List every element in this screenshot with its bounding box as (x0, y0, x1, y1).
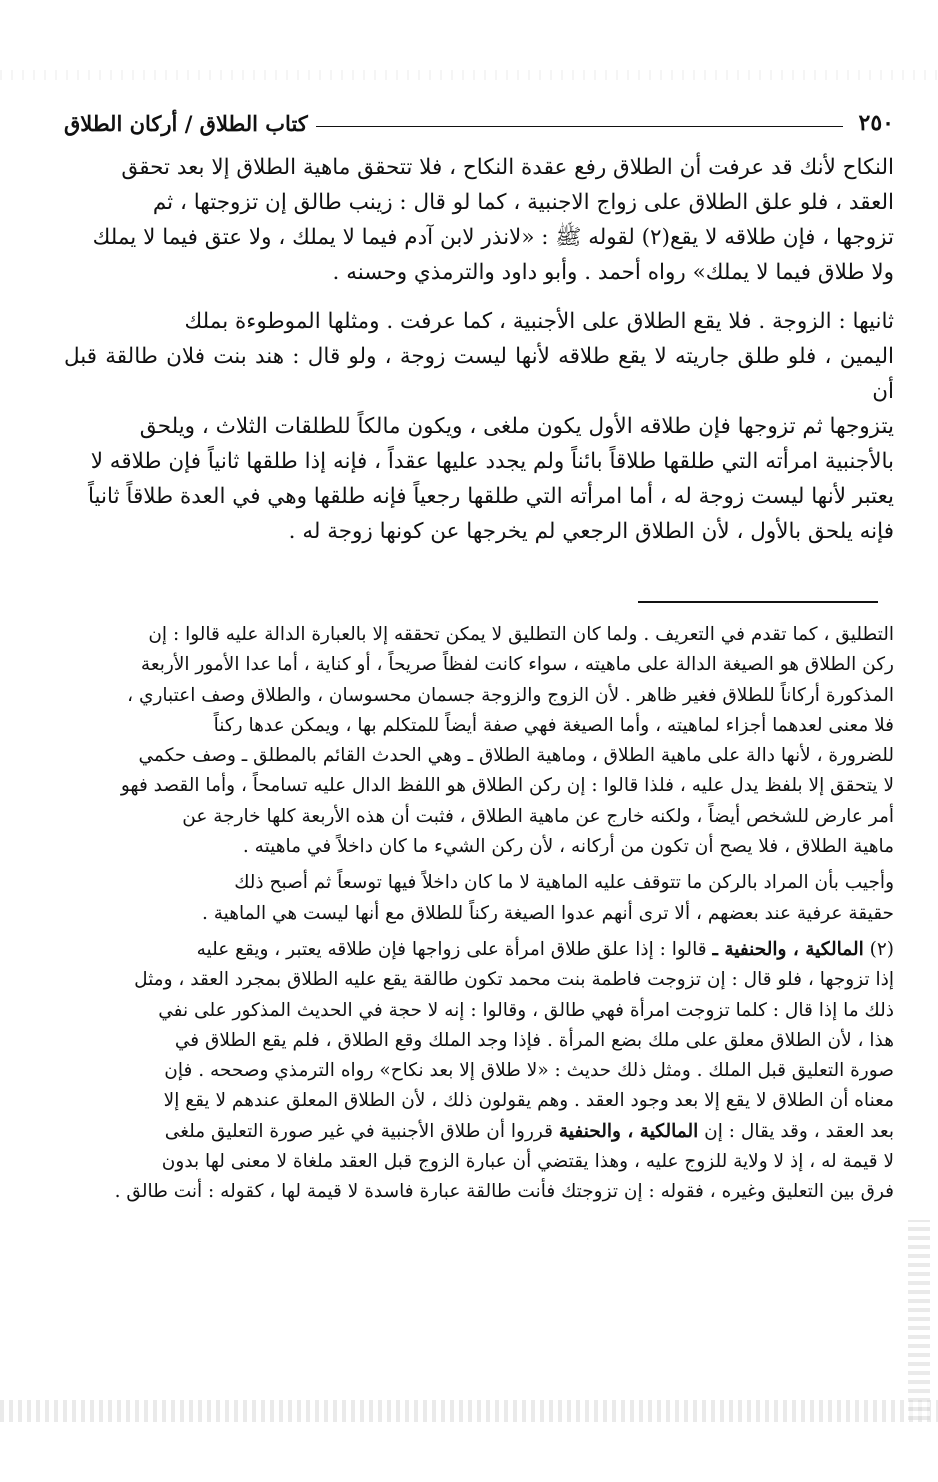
footnote-line: وأجيب بأن المراد بالركن ما تتوقف عليه الماهية لا ما كان داخلاً فيها توسعاً ثم أصبح ذلك (234, 872, 894, 894)
footnote-line: ماهية الطلاق ، فلا يصح أن تكون من أركانه ، لأن ركن الشيء ما كان داخلاً في ماهيته . (242, 836, 894, 858)
footnote-line: التطليق ، كما تقدم في التعريف . ولما كان التطليق لا يمكن تحققه إلا بالعبارة الدالة عليه قالوا : إن (148, 624, 894, 645)
scan-noise (0, 70, 938, 80)
running-title: كتاب الطلاق / أركان الطلاق (64, 111, 308, 136)
footnote-line (64, 935, 894, 965)
footnote-line: لا يتحقق إلا بلفظ يدل عليه ، فلذا قالوا : إن ركن الطلاق هو اللفظ الدال عليه تسامحاً ، وأما القصد فهو (120, 775, 894, 797)
main-line: اليمين ، فلو طلق جاريته لا يقع طلاقه لأنها ليست زوجة ، ولو قال : هند بنت فلان طالقة قبل أن (64, 344, 894, 404)
footnote-text: بعد العقد ، وقد يقال : إن (704, 1120, 894, 1142)
footnote-text: قرروا أن طلاق الأجنبية في غير صورة التعليق ملغى (164, 1120, 553, 1142)
footnote-line: للضرورة ، لأنها دالة على ماهية الطلاق ، وماهية الطلاق ـ وهي الحدث القائم بالمطلق ـ وصف حكمي (138, 745, 894, 767)
main-line: يعتبر لأنها ليست زوجة له ، أما امرأته التي طلقها رجعياً فإنه طلقها وهي في العدة طلاقاً ثانياً (88, 484, 894, 509)
footnote-line: أمر عارض للشخص أيضاً ، ولكنه خارج عن ماهية الطلاق ، فثبت أن هذه الأربعة كلها خارجة عن (182, 805, 894, 827)
main-line: النكاح لأنك قد عرفت أن الطلاق رفع عقدة النكاح ، فلا تتحقق ماهية الطلاق إلا بعد تحقق (121, 155, 894, 180)
footnote-number: (٢) (869, 938, 894, 960)
footnote-line: صورة التعليق قبل الملك . ومثل ذلك حديث : «لا طلاق إلا بعد نكاح» رواه الترمذي وصححه . فإن (164, 1060, 894, 1082)
main-text (64, 150, 894, 549)
footnotes (64, 620, 894, 1208)
main-line: تزوجها ، فإن طلاقه لا يقع(٢) لقوله ﷺ : «لانذر لابن آدم فيما لا يملك ، ولا عتق فيما لا يملك (92, 225, 894, 250)
main-line: ولا طلاق فيما لا يملك» رواه أحمد . وأبو داود والترمذي وحسنه . (332, 260, 894, 285)
main-line: العقد ، فلو علق الطلاق على زواج الاجنبية ، كما لو قال : زينب طالق إن تزوجتها ، ثم (152, 190, 894, 215)
page-header (64, 100, 894, 136)
footnote-separator (638, 601, 878, 603)
decorative-border-right (908, 1220, 930, 1420)
main-line: بالأجنبية امرأته التي طلقها طلاقاً بائناً ولم يجدد عليها عقداً ، فإنه إذا طلقها ثانياً فإن طلاقه لا (90, 449, 894, 474)
footnote-line: إذا تزوجها ، فلو قال : إن تزوجت فاطمة بنت محمد تكون طالقة يقع عليه الطلاق بمجرد العقد ، ومثل (134, 969, 894, 991)
footnote-line: فلا معنى لعدهما أجزاء لماهيته ، وأما الصيغة فهي صفة أيضاً للمتكلم بها ، ويمكن عدها ركناً (213, 714, 894, 736)
footnote-text: قالوا : إذا علق طلاق امرأة على زواجها فإن طلاقه يعتبر ، ويقع عليه (196, 938, 707, 960)
footnote-line: لا قيمة له ، إذ لا ولاية للزوج عليه ، وهذا يقتضي أن عبارة الزوج قبل العقد ملغاة لا معنى لها بدون (161, 1151, 894, 1173)
footnote-line: فرق بين التعليق وغيره ، فقوله : إن تزوجتك فأنت طالقة عبارة فاسدة لا قيمة لها ، كقوله : أنت طالق . (114, 1181, 894, 1203)
main-line: يتزوجها ثم تزوجها فإن طلاقه الأول يكون ملغى ، ويكون مالكاً للطلقات الثلاث ، ويلحق (139, 414, 894, 439)
header-rule (316, 126, 843, 127)
footnote-line: هذا ، لأن الطلاق معلق على ملك بضع المرأة . فإذا وجد الملك وقع الطلاق ، فلم يقع الطلاق في (174, 1029, 894, 1051)
school-names: المالكية ، والحنفية (558, 1120, 699, 1142)
page-number: ٢٥٠ (858, 110, 894, 136)
main-line: ثانيها : الزوجة . فلا يقع الطلاق على الأجنبية ، كما عرفت . ومثلها الموطوءة بملك (184, 309, 894, 334)
footnote-line (64, 1117, 894, 1147)
main-line: فإنه يلحق بالأول ، لأن الطلاق الرجعي لم يخرجها عن كونها زوجة له . (288, 519, 894, 544)
footnote-line: حقيقة عرفية عند بعضهم ، ألا ترى أنهم عدوا الصيغة ركناً للطلاق مع أنها ليست هي الماهية . (201, 902, 894, 924)
footnote-line: ركن الطلاق هو الصيغة الدالة على ماهيته ، سواء كانت لفظاً صريحاً ، أو كناية ، أما عدا الأمور الأربعة (140, 654, 894, 676)
decorative-border-bottom (0, 1400, 938, 1422)
footnote-line: ذلك ما إذا قال : كلما تزوجت امرأة فهي طالق ، وقالوا : إنه لا حجة في الحديث المذكور على نفي (158, 999, 894, 1021)
school-names: المالكية ، والحنفية ـ (712, 938, 864, 960)
footnote-line: المذكورة أركاناً للطلاق فغير ظاهر . لأن الزوج والزوجة جسمان محسوسان ، والطلاق وصف اعتباري ، (127, 684, 894, 706)
footnote-line: معناه أن الطلاق لا يقع إلا بعد وجود العقد . وهم يقولون ذلك ، لأن الطلاق المعلق عندهم لا يقع إلا (163, 1090, 894, 1112)
